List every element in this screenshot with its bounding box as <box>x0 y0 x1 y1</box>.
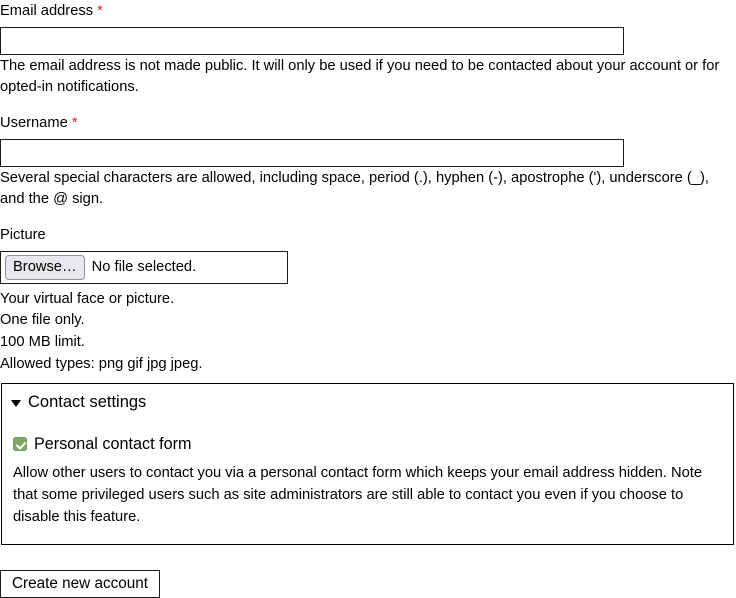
contact-settings-body <box>2 421 733 545</box>
personal-contact-form-description: Allow other users to contact you via a personal contact form which keeps your email address hidden. Note that some privileged users such as site administrators are still able to contact you even if you choose to disable this feature. <box>13 465 703 526</box>
picture-help-line: Allowed types: png gif jpg jpeg. <box>0 355 203 372</box>
picture-help-line: One file only. <box>0 312 85 329</box>
username-label <box>0 114 736 134</box>
personal-contact-form-checkbox[interactable] <box>13 437 27 451</box>
picture-label: Picture <box>0 227 46 243</box>
personal-contact-form-row[interactable] <box>13 435 723 454</box>
email-address-input[interactable] <box>0 27 624 55</box>
picture-help-line: Your virtual face or picture. <box>0 290 175 307</box>
triangle-down-icon <box>11 400 21 407</box>
create-new-account-button[interactable]: Create new account <box>0 570 160 598</box>
required-marker: * <box>97 3 103 19</box>
email-address-label-text: Email address <box>0 3 94 19</box>
field-picture <box>0 226 736 375</box>
contact-settings-summary-label: Contact settings <box>28 393 147 411</box>
contact-settings-summary[interactable] <box>2 384 733 421</box>
personal-contact-form-label: Personal contact form <box>34 434 192 453</box>
contact-settings-details <box>1 383 734 545</box>
file-selection-status: No file selected. <box>91 258 197 275</box>
picture-help-text <box>0 289 736 375</box>
email-address-label <box>0 2 736 22</box>
username-description: Several special characters are allowed, including space, period (.), hyphen (-), apostrophe ('), underscore (_), and the @ sign. <box>0 169 709 207</box>
picture-help-line: 100 MB limit. <box>0 334 85 351</box>
browse-button[interactable]: Browse… <box>5 255 85 280</box>
field-email-address <box>0 2 736 98</box>
required-marker: * <box>71 115 78 131</box>
username-input[interactable] <box>0 139 624 167</box>
email-address-description: The email address is not made public. It will only be used if you need to be contacted about your account or for opted-in notifications. <box>0 57 720 95</box>
field-username <box>0 114 736 210</box>
picture-file-input[interactable] <box>0 251 288 284</box>
username-label-text: Username <box>0 115 68 131</box>
